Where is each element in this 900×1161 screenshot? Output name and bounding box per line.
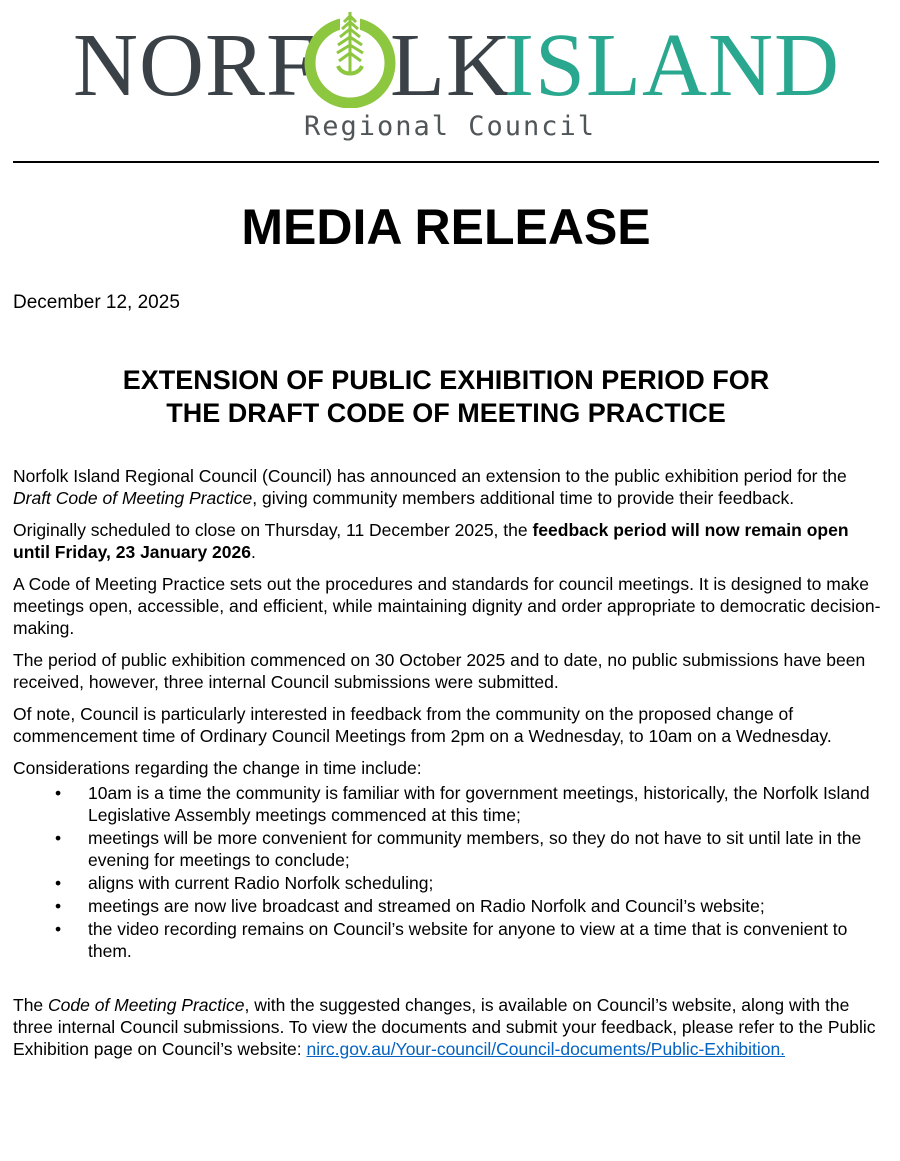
norfolk-pine-icon xyxy=(304,8,396,108)
paragraph-1-text-b: , giving community members additional time to provide their feedback. xyxy=(252,488,795,508)
headline xyxy=(0,364,896,430)
closing-emphasis: Code of Meeting Practice xyxy=(48,995,245,1015)
closing-text-a: The xyxy=(13,995,49,1015)
headline-line-1: EXTENSION OF PUBLIC EXHIBITION PERIOD FOR xyxy=(122,365,770,395)
bullet-icon: • xyxy=(55,919,62,939)
list-item xyxy=(55,872,885,894)
bullet-icon: • xyxy=(55,873,62,893)
paragraph-2-text-b: . xyxy=(250,542,256,562)
paragraph-5: Of note, Council is particularly interested in feedback from the community on the proposed change of commencement time of Ordinary Council Meetings from 2pm on a Wednesday, to 10am on a Wednesday. xyxy=(13,704,832,746)
list-item xyxy=(55,782,885,826)
paragraph-3: A Code of Meeting Practice sets out the procedures and standards for council meetings. It is designed to make meetings open, accessible, and efficient, while maintaining dignity and order appropriate to democratic decision-making. xyxy=(13,574,881,638)
paragraph-2 xyxy=(13,519,885,563)
paragraph-4: The period of public exhibition commenced on 30 October 2025 and to date, no public submissions have been received, however, three internal Council submissions were submitted. xyxy=(13,650,866,692)
paragraph-1-emphasis: Draft Code of Meeting Practice xyxy=(13,488,253,508)
bullet-icon: • xyxy=(55,828,62,848)
list-item-text: the video recording remains on Council’s website for anyone to view at a time that is convenient to them. xyxy=(88,919,848,961)
considerations-list xyxy=(13,782,885,962)
logo-word-island: ISLAND xyxy=(504,16,840,115)
closing-paragraph xyxy=(13,994,885,1060)
closing-text-b: , with the suggested changes, is available on Council’s website, along with the three internal Council submissions. To view the documents and submit your feedback, please refer to the Public Exhibition page on Council’s website: xyxy=(13,995,876,1059)
bullet-icon: • xyxy=(55,783,62,803)
paragraph-1 xyxy=(13,465,885,509)
list-item-text: meetings are now live broadcast and streamed on Radio Norfolk and Council’s website; xyxy=(88,896,765,916)
logo-word-lk: LK xyxy=(390,16,512,115)
headline-line-2: THE DRAFT CODE OF MEETING PRACTICE xyxy=(166,398,726,428)
list-item xyxy=(55,895,885,917)
body-text xyxy=(13,465,885,1070)
list-item xyxy=(55,918,885,962)
header-divider xyxy=(13,161,879,163)
release-date: December 12, 2025 xyxy=(13,292,180,313)
bullet-icon: • xyxy=(55,896,62,916)
list-item-text: meetings will be more convenient for community members, so they do not have to sit until late in the evening for meetings to conclude; xyxy=(88,828,862,870)
page-title: MEDIA RELEASE xyxy=(241,199,651,255)
council-logo xyxy=(0,0,900,160)
paragraph-2-bold: feedback period will now remain open until Friday, 23 January 2026 xyxy=(13,520,849,562)
paragraph-6: Considerations regarding the change in time include: xyxy=(13,758,422,778)
logo-word-norf: NORF xyxy=(73,16,318,115)
paragraph-1-text-a: Norfolk Island Regional Council (Council) has announced an extension to the public exhibition period for the xyxy=(13,466,847,486)
logo-subtitle: Regional Council xyxy=(303,111,597,142)
paragraph-2-text-a: Originally scheduled to close on Thursday, 11 December 2025, the xyxy=(13,520,533,540)
list-item-text: aligns with current Radio Norfolk scheduling; xyxy=(88,873,434,893)
public-exhibition-link[interactable]: nirc.gov.au/Your-council/Council-documents/Public-Exhibition. xyxy=(306,1039,786,1059)
list-item-text: 10am is a time the community is familiar with for government meetings, historically, the Norfolk Island Legislative Assembly meetings commenced at this time; xyxy=(88,783,870,825)
list-item xyxy=(55,827,885,871)
